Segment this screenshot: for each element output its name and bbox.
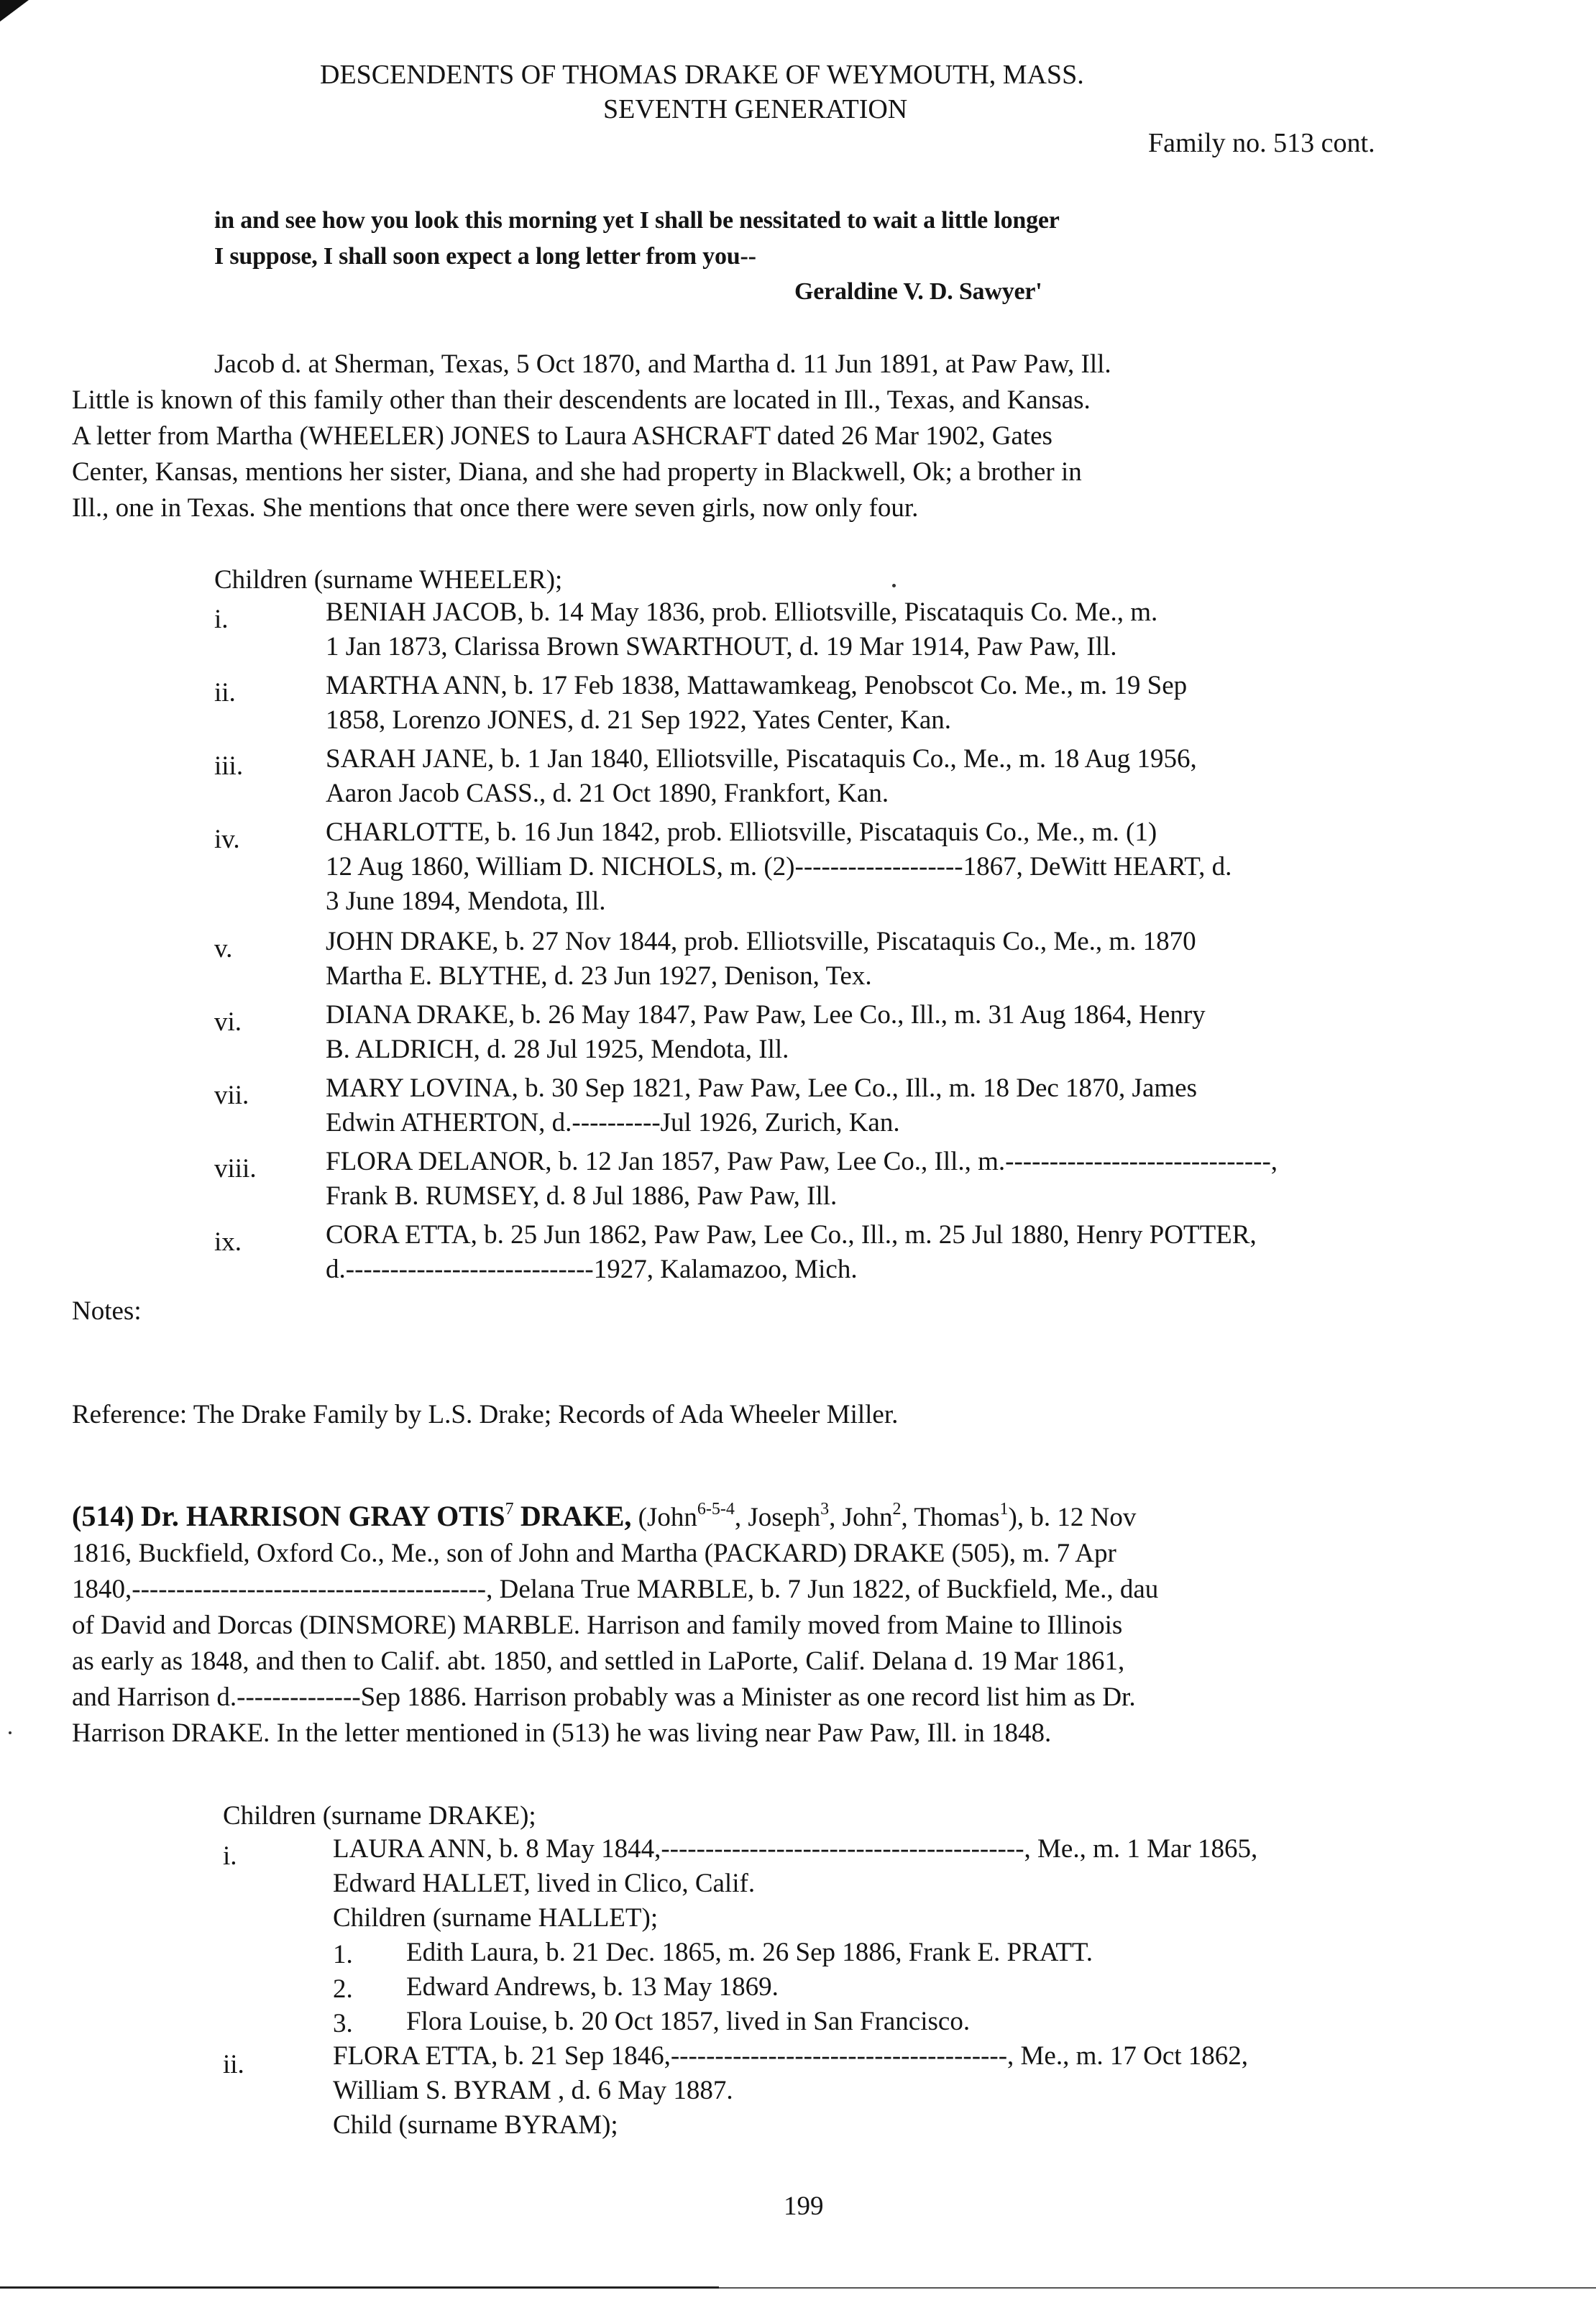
letter-signature: Geraldine V. D. Sawyer' <box>794 278 1042 305</box>
child-line: 1858, Lorenzo JONES, d. 21 Sep 1922, Yates Center, Kan. <box>326 705 951 735</box>
ancestor-john-sup: 6-5-4 <box>697 1500 735 1519</box>
ancestor-joseph: , Joseph <box>734 1503 821 1532</box>
child-line: Aaron Jacob CASS., d. 21 Oct 1890, Frankfort, Kan. <box>326 779 889 808</box>
para-513-line-2: Little is known of this family other than their descendents are located in Ill., Texas, and Kansas. <box>72 385 1091 415</box>
grandchildren-heading: Child (surname BYRAM); <box>333 2110 618 2140</box>
entry-surname: DRAKE, <box>520 1500 632 1532</box>
grandchild-number: 2. <box>333 1974 353 2004</box>
child-line: BENIAH JACOB, b. 14 May 1836, prob. Elliotsville, Piscataquis Co. Me., m. <box>326 597 1158 627</box>
child-line: CORA ETTA, b. 25 Jun 1862, Paw Paw, Lee Co., Ill., m. 25 Jul 1880, Henry POTTER, <box>326 1220 1257 1250</box>
entry-514-line-5: as early as 1848, and then to Calif. abt. 1850, and settled in LaPorte, Calif. Delana d. 19 Mar 1861, <box>72 1647 1125 1676</box>
grandchild-line: Edward Andrews, b. 13 May 1869. <box>406 1972 779 2002</box>
generation-sup: 7 <box>505 1500 514 1519</box>
child-line: d.----------------------------1927, Kalamazoo, Mich. <box>326 1255 858 1284</box>
entry-514-line-4: of David and Dorcas (DINSMORE) MARBLE. Harrison and family moved from Maine to Illinois <box>72 1611 1123 1640</box>
children-514-heading: Children (surname DRAKE); <box>223 1801 536 1831</box>
child-number: viii. <box>214 1154 257 1183</box>
grandchild-number: 1. <box>333 1940 353 1969</box>
bottom-rule-faint <box>719 2287 1596 2289</box>
grandchildren-heading: Children (surname HALLET); <box>333 1903 659 1933</box>
child-line: B. ALDRICH, d. 28 Jul 1925, Mendota, Ill. <box>326 1035 789 1064</box>
child-line: Martha E. BLYTHE, d. 23 Jun 1927, Denison, Tex. <box>326 961 872 991</box>
child-line: William S. BYRAM , d. 6 May 1887. <box>333 2076 733 2105</box>
child-line: Frank B. RUMSEY, d. 8 Jul 1886, Paw Paw, Ill. <box>326 1181 838 1211</box>
child-line: MARY LOVINA, b. 30 Sep 1821, Paw Paw, Lee Co., Ill., m. 18 Dec 1870, James <box>326 1073 1197 1103</box>
child-line: SARAH JANE, b. 1 Jan 1840, Elliotsville, Piscataquis Co., Me., m. 18 Aug 1956, <box>326 744 1197 774</box>
child-line: Edwin ATHERTON, d.----------Jul 1926, Zurich, Kan. <box>326 1108 900 1137</box>
child-number: vi. <box>214 1007 242 1037</box>
child-number: iv. <box>214 825 240 854</box>
header-title-line1: DESCENDENTS OF THOMAS DRAKE OF WEYMOUTH, MASS. <box>320 60 1084 90</box>
letter-line-1: in and see how you look this morning yet I shall be nessitated to wait a little longer <box>214 207 1060 234</box>
ancestor-john: (John <box>638 1503 697 1532</box>
child-number: ii. <box>214 678 236 707</box>
grandchild-line: Edith Laura, b. 21 Dec. 1865, m. 26 Sep 1886, Frank E. PRATT. <box>406 1938 1093 1967</box>
para-513-line-5: Ill., one in Texas. She mentions that once there were seven girls, now only four. <box>72 493 919 523</box>
child-line: LAURA ANN, b. 8 May 1844,-----------------------------------------, Me., m. 1 Mar 1865, <box>333 1834 1258 1864</box>
entry-514-line-2: 1816, Buckfield, Oxford Co., Me., son of John and Martha (PACKARD) DRAKE (505), m. 7 Apr <box>72 1539 1116 1568</box>
child-line: DIANA DRAKE, b. 26 May 1847, Paw Paw, Lee Co., Ill., m. 31 Aug 1864, Henry <box>326 1000 1206 1030</box>
child-number: ii. <box>223 2050 244 2079</box>
child-number: v. <box>214 934 233 963</box>
children-513-heading: Children (surname WHEELER); <box>214 565 563 595</box>
ancestor-joseph-sup: 3 <box>820 1500 830 1519</box>
para-513-line-4: Center, Kansas, mentions her sister, Diana, and she had property in Blackwell, Ok; a brother in <box>72 457 1082 487</box>
child-line: Edward HALLET, lived in Clico, Calif. <box>333 1869 756 1898</box>
entry-name: Dr. HARRISON GRAY OTIS <box>140 1500 505 1532</box>
para-513-line-3: A letter from Martha (WHEELER) JONES to Laura ASHCRAFT dated 26 Mar 1902, Gates <box>72 421 1052 451</box>
child-number: i. <box>214 605 229 634</box>
child-line: JOHN DRAKE, b. 27 Nov 1844, prob. Elliotsville, Piscataquis Co., Me., m. 1870 <box>326 927 1196 956</box>
child-line: 12 Aug 1860, William D. NICHOLS, m. (2)-------------------1867, DeWitt HEART, d. <box>326 852 1232 881</box>
header-title-line2: SEVENTH GENERATION <box>603 94 908 124</box>
entry-number: (514) <box>72 1500 134 1532</box>
ancestor-john2: , John <box>829 1503 893 1532</box>
entry-514-line-3: 1840,----------------------------------------, Delana True MARBLE, b. 7 Jun 1822, of Buckfield, Me., dau <box>72 1575 1159 1604</box>
child-line: 1 Jan 1873, Clarissa Brown SWARTHOUT, d. 19 Mar 1914, Paw Paw, Ill. <box>326 632 1117 661</box>
child-line: MARTHA ANN, b. 17 Feb 1838, Mattawamkeag, Penobscot Co. Me., m. 19 Sep <box>326 671 1188 700</box>
child-line: FLORA ETTA, b. 21 Sep 1846,--------------------------------------, Me., m. 17 Oct 1862, <box>333 2041 1249 2071</box>
notes-label: Notes: <box>72 1296 142 1326</box>
family-number: Family no. 513 cont. <box>1148 128 1375 158</box>
grandchild-number: 3. <box>333 2009 353 2038</box>
entry-514-first-line <box>72 1499 1136 1535</box>
grandchild-line: Flora Louise, b. 20 Oct 1857, lived in San Francisco. <box>406 2007 971 2036</box>
ancestor-thomas-sup: 1 <box>999 1500 1009 1519</box>
reference-line: Reference: The Drake Family by L.S. Drake; Records of Ada Wheeler Miller. <box>72 1400 899 1429</box>
entry-514-line-6: and Harrison d.--------------Sep 1886. Harrison probably was a Minister as one record list him as Dr. <box>72 1682 1136 1712</box>
entry-514-line-7: Harrison DRAKE. In the letter mentioned in (513) he was living near Paw Paw, Ill. in 1848. <box>72 1718 1052 1748</box>
scan-corner-mark <box>0 0 29 22</box>
child-number: ix. <box>214 1227 242 1257</box>
stray-mark <box>892 584 896 587</box>
child-line: CHARLOTTE, b. 16 Jun 1842, prob. Elliotsville, Piscataquis Co., Me., m. (1) <box>326 818 1157 847</box>
child-number: iii. <box>214 751 244 781</box>
child-number: vii. <box>214 1081 249 1110</box>
ancestor-john2-sup: 2 <box>892 1500 902 1519</box>
child-number: i. <box>223 1841 237 1871</box>
entry-line1-tail: ), b. 12 Nov <box>1008 1503 1137 1532</box>
page-number: 199 <box>784 2192 824 2221</box>
child-line: FLORA DELANOR, b. 12 Jan 1857, Paw Paw, Lee Co., Ill., m.------------------------------, <box>326 1147 1278 1176</box>
bottom-rule <box>0 2286 719 2289</box>
ancestor-thomas: , Thomas <box>901 1503 1000 1532</box>
stray-mark <box>9 1731 12 1734</box>
letter-line-2: I suppose, I shall soon expect a long letter from you-- <box>214 243 756 270</box>
child-line: 3 June 1894, Mendota, Ill. <box>326 887 606 916</box>
para-513-line-1: Jacob d. at Sherman, Texas, 5 Oct 1870, and Martha d. 11 Jun 1891, at Paw Paw, Ill. <box>214 349 1111 379</box>
